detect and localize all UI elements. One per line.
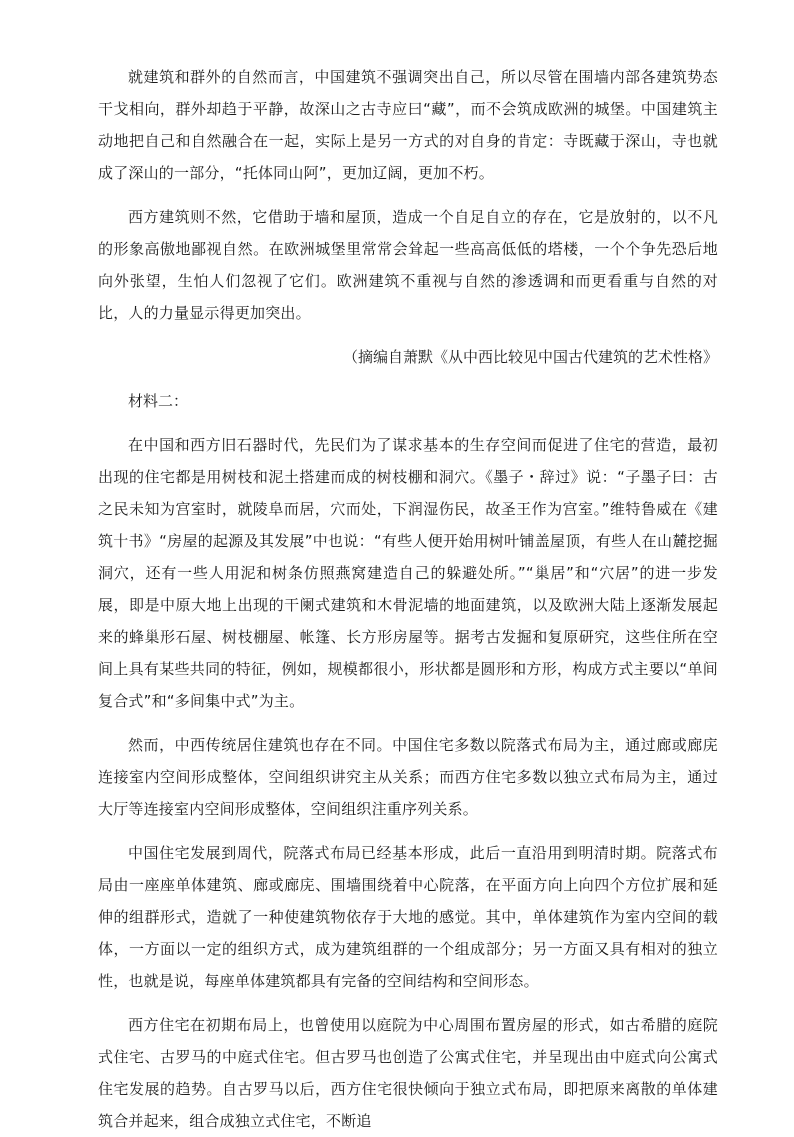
paragraph-differences: 然而，中西传统居住建筑也存在不同。中国住宅多数以院落式布局为主，通过廊或廊庑连接室内空间形成整体，空间组织讲究主从关系；而西方住宅多数以独立式布局为主，通过大厅等连接室内空间形成整体，空间组织注重序列关系。 xyxy=(98,736,718,818)
paragraph-early-dwellings: 在中国和西方旧石器时代，先民们为了谋求基本的生存空间而促进了住宅的营造，最初出现的住宅都是用树枝和泥土搭建而成的树枝棚和洞穴。《墨子・辞过》说：“子墨子曰：古之民未知为宫室时，就陵阜而居，穴而处，下润湿伤民，故圣王作为宫室。”维特鲁威在《建筑十书》“房屋的起源及其发展”中也说：“有些人便开始用树叶铺盖屋顶，有些人在山麓挖掘洞穴，还有一些人用泥和树条仿照燕窝建造自己的躲避处所。”“巢居”和“穴居”的进一步发展，即是中原大地上出现的干阑式建筑和木骨泥墙的地面建筑，以及欧洲大陆上逐渐发展起来的蜂巢形石屋、树枝棚屋、帐篷、长方形房屋等。据考古发掘和复原研究，这些住所在空间上具有某些共同的特征，例如，规模都很小，形状都是圆形和方形，构成方式主要以“单间复合式”和“多间集中式”为主。 xyxy=(98,436,718,710)
paragraph-western-architecture: 西方建筑则不然，它借助于墙和屋顶，造成一个自足自立的存在，它是放射的，以不凡的形象高傲地鄙视自然。在欧洲城堡里常常会耸起一些高高低低的塔楼，一个个争先恐后地向外张望，生怕人们忽视了它们。欧洲建筑不重视与自然的渗透调和而更看重与自然的对比，人的力量显示得更加突出。 xyxy=(98,208,718,322)
paragraph-western-residence: 西方住宅在初期布局上，也曾使用以庭院为中心周围布置房屋的形式，如古希腊的庭院式住宅、古罗马的中庭式住宅。但古罗马也创造了公寓式住宅，并呈现出由中庭式向公寓式住宅发展的趋势。自古罗马以后，西方住宅很快倾向于独立式布局，即把原来离散的单体建筑合并起来，组合成独立式住宅，不断追 xyxy=(98,1016,718,1130)
paragraph-nature-integration: 就建筑和群外的自然而言，中国建筑不强调突出自己，所以尽管在围墙内部各建筑势态干戈相向，群外却趋于平静，故深山之古寺应曰“藏”，而不会筑成欧洲的城堡。中国建筑主动地把自己和自然融合在一起，实际上是另一方式的对自身的肯定：寺既藏于深山，寺也就成了深山的一部分，“托体同山阿”，更加辽阔，更加不朽。 xyxy=(98,68,718,182)
material-two-label: 材料二： xyxy=(128,392,189,410)
source-citation: （摘编自萧默《从中西比较见中国古代建筑的艺术性格》 xyxy=(342,348,718,366)
document-body xyxy=(98,61,718,1137)
paragraph-chinese-courtyard: 中国住宅发展到周代，院落式布局已经基本形成，此后一直沿用到明清时期。院落式布局由一座座单体建筑、廊或廊庑、围墙围绕着中心院落，在平面方向上向四个方位扩展和延伸的组群形式，造就了一种使建筑物依存于大地的感觉。其中，单体建筑作为室内空间的载体，一方面以一定的组织方式，成为建筑组群的一个组成部分；另一方面又具有相对的独立性，也就是说，每座单体建筑都具有完备的空间结构和空间形态。 xyxy=(98,844,718,990)
